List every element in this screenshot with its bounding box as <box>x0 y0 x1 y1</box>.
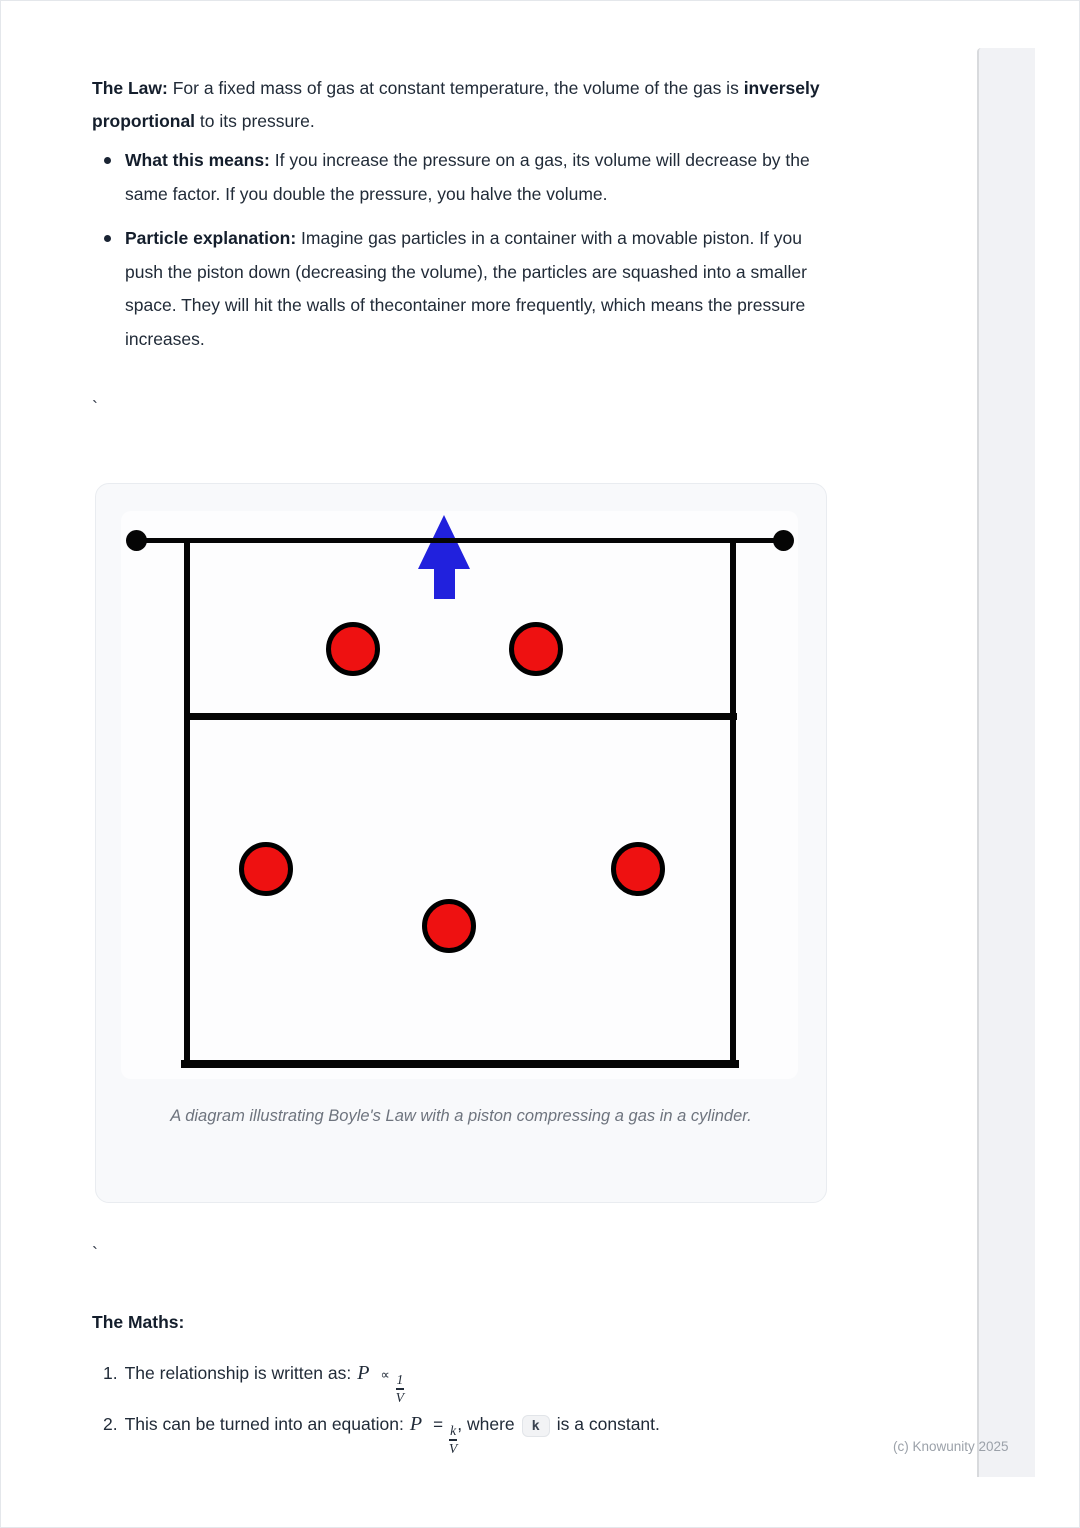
maths-list <box>103 1362 660 1464</box>
equals-symbol: = <box>433 1414 443 1434</box>
scrollbar-track[interactable] <box>977 48 1035 1477</box>
maths-heading: The Maths: <box>92 1312 185 1332</box>
bullet-list <box>92 144 822 367</box>
gas-particle <box>422 899 476 953</box>
item-text: The relationship is written as: <box>124 1363 352 1383</box>
intro-text: For a fixed mass of gas at constant temperature, the volume of the gas is <box>167 77 744 98</box>
up-arrow-stem <box>434 568 455 599</box>
proportional-symbol: ∝ <box>380 1367 390 1382</box>
piston-handle-bar <box>136 538 784 543</box>
bullet-text: Imagine gas particles in a container with a movable piston. If you push the piston down (decreasing the volume), the particles are squashed into a smaller space. They will hit the walls of thecontainer more frequently, which means the pressure increases. <box>125 228 807 349</box>
gas-particle <box>509 622 563 676</box>
item-text: This can be turned into an equation: <box>124 1413 404 1434</box>
gas-particle <box>326 622 380 676</box>
bullet-text: If you increase the pressure on a gas, its volume will decrease by the same factor. If you double the pressure, you halve the volume. <box>125 150 810 204</box>
list-item <box>92 144 825 211</box>
cylinder-bottom <box>181 1060 739 1068</box>
item-number: 2. <box>103 1413 118 1434</box>
bullet-label: What this means: <box>125 150 270 170</box>
copyright-watermark: (c) Knowunity 2025 <box>893 1439 1009 1454</box>
item-number: 1. <box>103 1363 118 1383</box>
handle-dot-right <box>773 530 794 551</box>
cylinder-wall-left <box>184 538 190 1068</box>
handle-dot-left <box>126 530 147 551</box>
intro-emphasis: inversely proportional <box>92 77 820 131</box>
cylinder-wall-right <box>730 538 736 1068</box>
figure-card <box>95 483 827 1203</box>
math-item-2 <box>103 1412 660 1456</box>
boyles-law-diagram <box>121 511 798 1079</box>
math-item-1 <box>103 1362 660 1405</box>
list-item <box>92 222 825 356</box>
fraction-k-over-v: $\frac{k}{V}$ <box>449 1422 458 1456</box>
bullet-icon <box>104 157 111 164</box>
intro-tail: to its pressure. <box>195 111 315 131</box>
gas-particle <box>239 842 293 896</box>
piston-plate <box>184 713 737 720</box>
stray-backtick: ` <box>92 1244 98 1264</box>
stray-backtick: ` <box>92 398 98 418</box>
item-text-after: , where <box>457 1413 515 1434</box>
fraction-1-over-v: $\frac{1}{V}$ <box>395 1372 405 1405</box>
figure-caption: A diagram illustrating Boyle's Law with a piston compressing a gas in a cylinder. <box>170 1107 752 1125</box>
bullet-icon <box>104 235 111 242</box>
bullet-label: Particle explanation: <box>125 228 297 248</box>
item-tail: is a constant. <box>556 1413 660 1434</box>
code-chip-k: k <box>522 1415 550 1437</box>
gas-particle <box>611 842 665 896</box>
intro-label: The Law: <box>92 77 168 98</box>
intro-paragraph <box>92 72 837 139</box>
math-var-p: P <box>409 1412 423 1435</box>
math-var-p: P <box>357 1362 370 1384</box>
